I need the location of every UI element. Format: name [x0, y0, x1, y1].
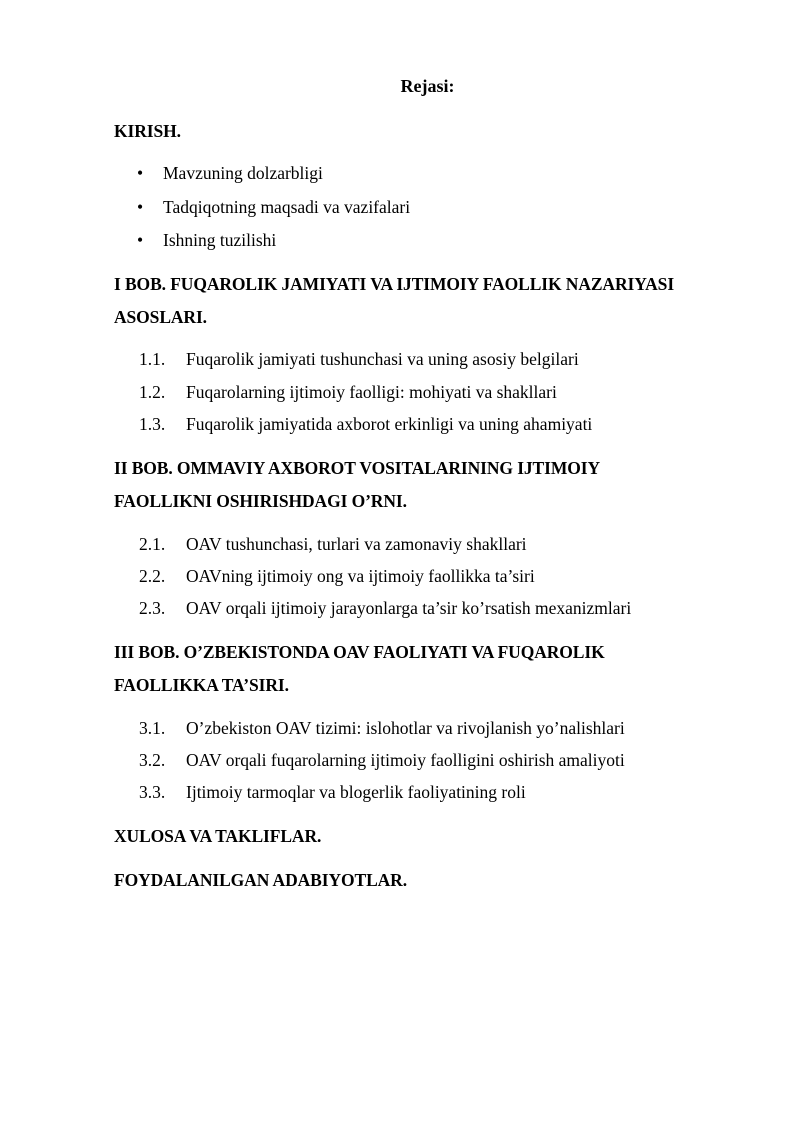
list-item-text: Ishning tuzilishi — [163, 230, 277, 250]
list-item — [137, 197, 410, 218]
list-item — [139, 598, 631, 619]
list-item — [139, 566, 535, 587]
item-text: O’zbekiston OAV tizimi: islohotlar va rivojlanish yo’nalishlari — [186, 718, 625, 738]
list-item — [139, 382, 557, 403]
item-text: Ijtimoiy tarmoqlar va blogerlik faoliyatining roli — [186, 782, 526, 802]
references-heading: FOYDALANILGAN ADABIYOTLAR. — [114, 870, 407, 890]
page-title: Rejasi: — [400, 76, 455, 96]
chapter-1-heading-line2: ASOSLARI. — [114, 307, 207, 327]
list-item — [139, 534, 527, 555]
item-number: 3.2. — [139, 750, 166, 770]
item-number: 1.2. — [139, 382, 166, 402]
item-text: Fuqarolarning ijtimoiy faolligi: mohiyati va shakllari — [186, 382, 557, 402]
bullet-icon: • — [137, 163, 144, 183]
list-item — [139, 718, 625, 739]
list-item-text: Tadqiqotning maqsadi va vazifalari — [163, 197, 411, 217]
item-number: 2.2. — [139, 566, 166, 586]
bullet-icon: • — [137, 197, 144, 217]
item-text: Fuqarolik jamiyatida axborot erkinligi va uning ahamiyati — [186, 414, 593, 434]
item-text: OAVning ijtimoiy ong va ijtimoiy faollikka ta’siri — [186, 566, 535, 586]
chapter-2-heading-line2: FAOLLIKNI OSHIRISHDAGI O’RNI. — [114, 491, 407, 511]
item-text: Fuqarolik jamiyati tushunchasi va uning asosiy belgilari — [186, 349, 579, 369]
list-item — [137, 230, 276, 251]
conclusion-heading: XULOSA VA TAKLIFLAR. — [114, 826, 322, 846]
chapter-3-heading-line2: FAOLLIKKA TA’SIRI. — [114, 675, 289, 695]
item-number: 3.3. — [139, 782, 166, 802]
bullet-icon: • — [137, 230, 144, 250]
list-item — [137, 163, 323, 184]
item-number: 2.3. — [139, 598, 166, 618]
list-item — [139, 414, 592, 435]
chapter-1-heading-line1: I BOB. FUQAROLIK JAMIYATI VA IJTIMOIY FAOLLIK NAZARIYASI — [114, 274, 675, 294]
item-number: 1.1. — [139, 349, 166, 369]
item-text: OAV orqali ijtimoiy jarayonlarga ta’sir ko’rsatish mexanizmlari — [186, 598, 632, 618]
item-number: 1.3. — [139, 414, 166, 434]
intro-heading: KIRISH. — [114, 121, 181, 141]
list-item-text: Mavzuning dolzarbligi — [163, 163, 323, 183]
chapter-2-heading-line1: II BOB. OMMAVIY AXBOROT VOSITALARINING IJTIMOIY — [114, 458, 601, 478]
item-number: 2.1. — [139, 534, 166, 554]
chapter-3-heading-line1: III BOB. O’ZBEKISTONDA OAV FAOLIYATI VA FUQAROLIK — [114, 642, 605, 662]
item-text: OAV tushunchasi, turlari va zamonaviy shakllari — [186, 534, 527, 554]
item-number: 3.1. — [139, 718, 166, 738]
item-text: OAV orqali fuqarolarning ijtimoiy faolligini oshirish amaliyoti — [186, 750, 625, 770]
list-item — [139, 750, 625, 771]
list-item — [139, 349, 579, 370]
list-item — [139, 782, 526, 803]
